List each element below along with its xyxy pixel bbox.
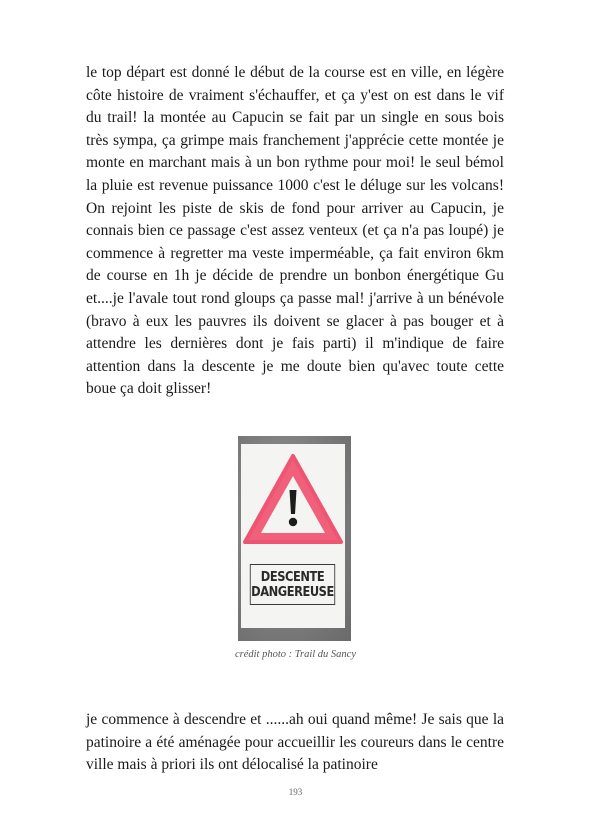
body-paragraph: le top départ est donné le début de la course est en ville, en légère côte histoire de vraiment s'échauffer, et ça y'est on est dans le vif du trail! la montée au Capucin se fait par un single en sous bois très sympa, ça grimpe mais franchement j'apprécie cette montée je monte en marchant mais à un bon rythme pour moi! le seul bémol la pluie est revenue puissance 1000 c'est le déluge sur les volcans! On rejoint les piste de skis de fond pour arriver au Capucin, je connais bien ce passage c'est assez venteux (et ça n'a pas loupé) je commence à regretter ma veste imperméable, ça fait environ 6km de course en 1h je décide de prendre un bonbon énergétique Gu et....je l'avale tout rond gloups ça passe mal! j'arrive à un bénévole (bravo à eux les pauvres ils doivent se glacer à pas bouger et à attendre les dernières dont je fais parti) il m'indique de faire attention dans la descente je me doute bien qu'avec toute cette boue ça doit glisser! — [86, 64, 504, 398]
sign-sheet — [241, 444, 345, 628]
sign-text-line1: DESCENTE — [260, 569, 325, 585]
page-number: 193 — [288, 787, 303, 797]
warning-triangle-icon — [241, 444, 345, 564]
warning-sign-photo — [238, 436, 351, 641]
body-paragraph: je commence à descendre et ......ah oui quand même! Je sais que la patinoire a été aménagée pour accueillir les coureurs dans le centre ville mais à priori ils ont délocalisé la patinoire — [86, 711, 504, 774]
photo-caption: crédit photo : Trail du Sancy — [234, 649, 357, 660]
sign-text-line2: DANGEREUSE — [251, 584, 334, 600]
sign-label — [250, 564, 335, 605]
